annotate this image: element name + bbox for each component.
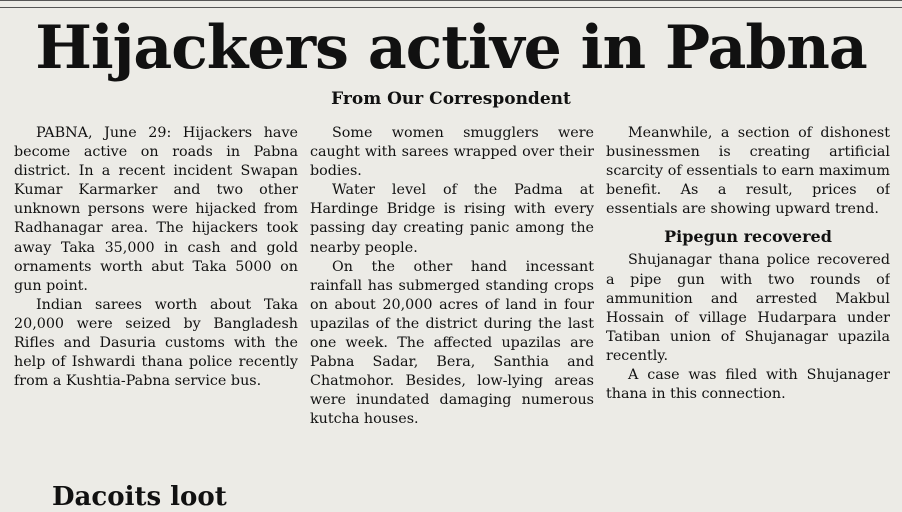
paragraph: Water level of the Padma at Hardinge Bridge is rising with every passing day creating panic among the nearby people.: [310, 182, 594, 256]
column-3: [606, 124, 890, 500]
paragraph: Shujanagar thana police recovered a pipe gun with two rounds of ammunition and arrested Makbul Hossain of village Hudarpara under Tatiban union of Shujanagar upazila recently.: [606, 252, 890, 364]
column-1: [14, 124, 298, 500]
paragraph: On the other hand incessant rainfall has submerged standing crops on about 20,000 acres of land in four upazilas of the district during the last one week. The affected upazilas are Pabna Sadar, Bera, Santhia and Chatmohor. Besides, low-lying areas were inundated damaging numerous kutcha houses.: [310, 258, 594, 428]
headline: Hijackers active in Pabna: [35, 13, 867, 83]
paragraph: Indian sarees worth about Taka 20,000 were seized by Bangladesh Rifles and Dasuria customs with the help of Ishwardi thana police recently from a Kushtia-Pabna service bus.: [14, 296, 298, 390]
top-rule: [0, 0, 902, 8]
byline: From Our Correspondent: [331, 89, 571, 109]
next-article-headline: Dacoits loot: [52, 482, 227, 512]
paragraph: PABNA, June 29: Hijackers have become active on roads in Pabna district. In a recent incident Swapan Kumar Karmarker and two other unknown persons were hijacked from Radhanagar area. The hijackers took away Taka 35,000 in cash and gold ornaments worth abut Taka 5000 on gun point.: [14, 125, 298, 294]
column-2: [310, 124, 594, 500]
paragraph: Meanwhile, a section of dishonest businessmen is creating artificial scarcity of essentials to earn maximum benefit. As a result, prices of essentials are showing upward trend.: [606, 125, 890, 218]
subheading: Pipegun recovered: [664, 227, 832, 247]
paragraph: Some women smugglers were caught with sarees wrapped over their bodies.: [310, 125, 594, 180]
paragraph: A case was filed with Shujanager thana in this connection.: [606, 367, 890, 403]
